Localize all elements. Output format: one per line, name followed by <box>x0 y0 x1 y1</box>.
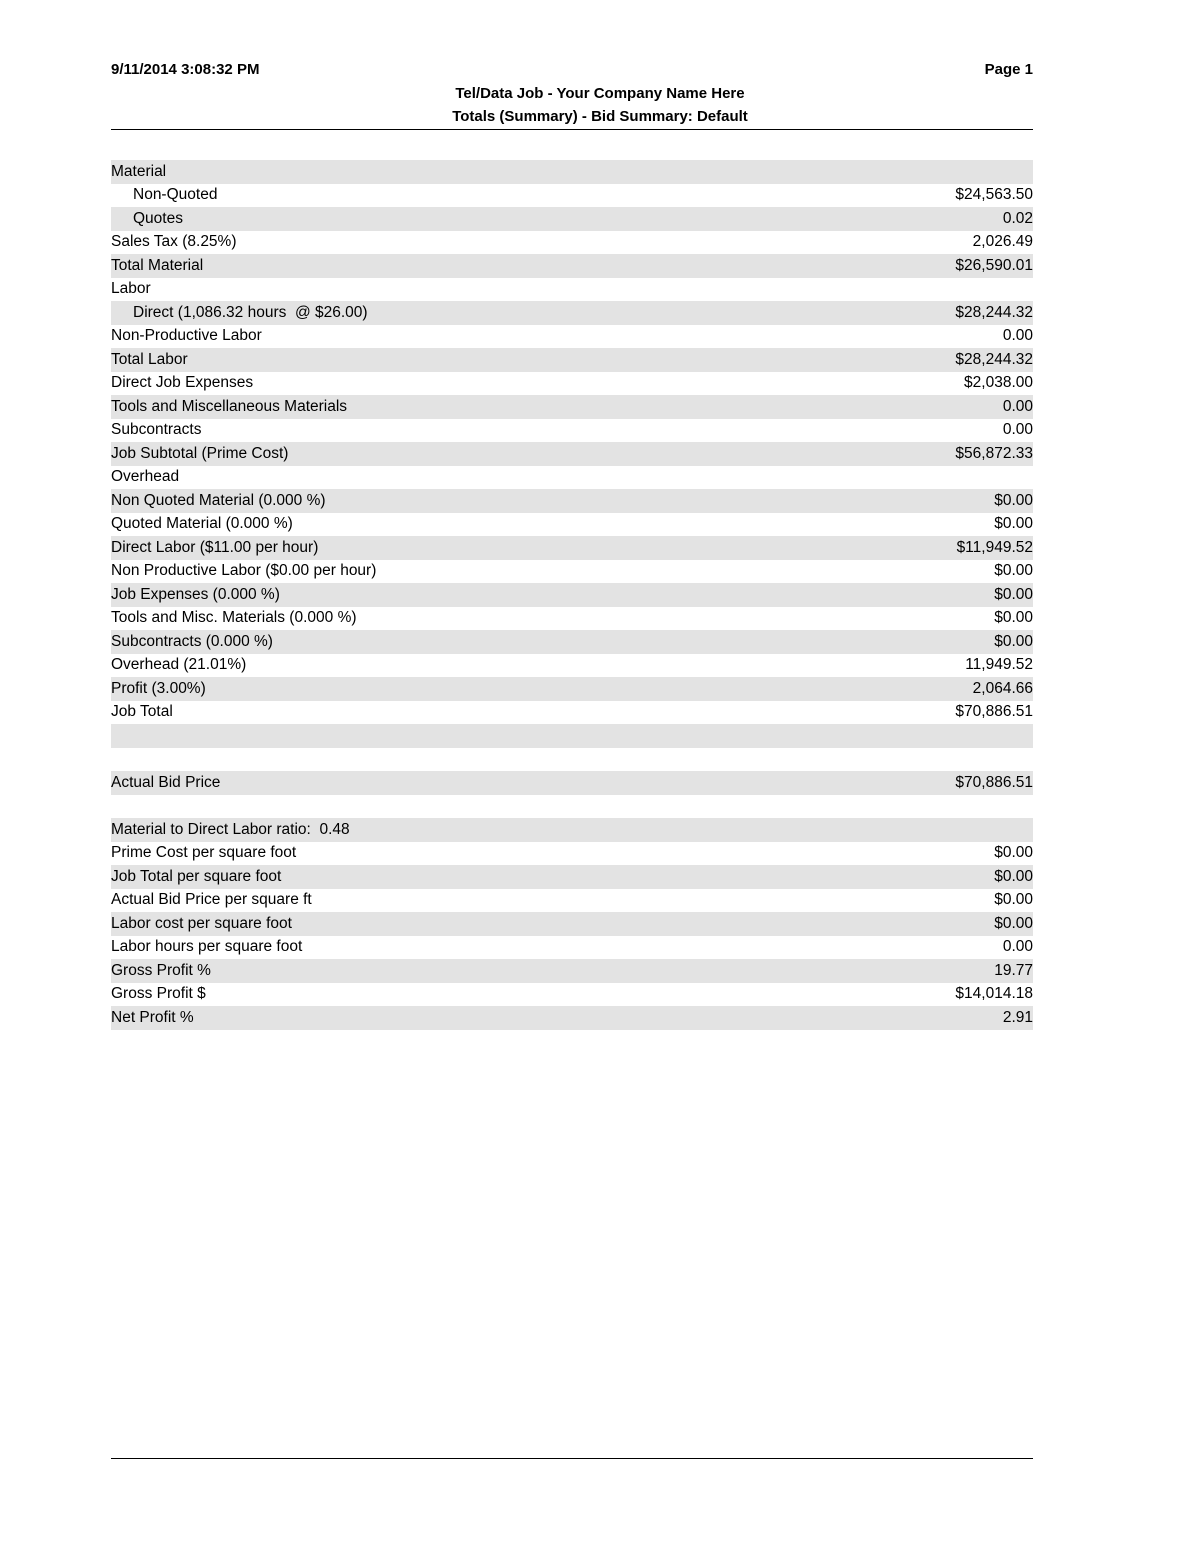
row-value: $0.00 <box>994 491 1033 509</box>
row-label: Total Material <box>111 256 204 274</box>
row-value: $11,949.52 <box>956 538 1033 556</box>
row-value: $70,886.51 <box>955 703 1033 721</box>
row-label: Actual Bid Price <box>111 773 221 791</box>
row-label: Subcontracts (0.000 %) <box>111 632 273 650</box>
row-value: $14,014.18 <box>955 985 1033 1003</box>
summary-row <box>111 301 1033 325</box>
summary-row <box>111 889 1033 913</box>
header-divider <box>111 129 1033 130</box>
summary-row <box>111 724 1033 748</box>
summary-row <box>111 748 1033 772</box>
row-label: Profit (3.00%) <box>111 679 206 697</box>
summary-row <box>111 983 1033 1007</box>
summary-row <box>111 489 1033 513</box>
summary-row <box>111 771 1033 795</box>
row-label: Non-Productive Labor <box>111 327 262 345</box>
row-label: Net Profit % <box>111 1008 194 1026</box>
row-label: Overhead (21.01%) <box>111 656 247 674</box>
row-label: Tools and Miscellaneous Materials <box>111 397 348 415</box>
row-label: Material <box>111 162 167 180</box>
row-value: 0.02 <box>1002 209 1033 227</box>
row-value: 2.91 <box>1002 1008 1033 1026</box>
row-value: 11,949.52 <box>965 656 1033 674</box>
row-label: Quotes <box>133 209 183 227</box>
row-value: 0.00 <box>1002 397 1033 415</box>
summary-row <box>111 184 1033 208</box>
summary-row <box>111 677 1033 701</box>
summary-row <box>111 513 1033 537</box>
summary-row <box>111 865 1033 889</box>
summary-row <box>111 325 1033 349</box>
summary-row <box>111 466 1033 490</box>
summary-row <box>111 842 1033 866</box>
row-label: Sales Tax (8.25%) <box>111 233 237 251</box>
summary-row <box>111 231 1033 255</box>
summary-row <box>111 348 1033 372</box>
footer-divider <box>111 1458 1033 1459</box>
row-value: 0.00 <box>1002 938 1033 956</box>
row-label: Direct (1,086.32 hours @ $26.00) <box>133 303 368 321</box>
row-value: $0.00 <box>994 867 1033 885</box>
report-page <box>111 0 1033 1553</box>
row-value: $0.00 <box>994 891 1033 909</box>
row-label: Gross Profit $ <box>111 985 206 1003</box>
row-label: Total Labor <box>111 350 188 368</box>
row-value: $2,038.00 <box>964 374 1033 392</box>
summary-row <box>111 1006 1033 1030</box>
page-number: Page 1 <box>984 61 1033 78</box>
row-value: $24,563.50 <box>955 186 1033 204</box>
summary-row <box>111 207 1033 231</box>
row-value: $56,872.33 <box>955 444 1033 462</box>
report-timestamp: 9/11/2014 3:08:32 PM <box>111 61 260 78</box>
row-label: Gross Profit % <box>111 961 211 979</box>
row-value: 19.77 <box>994 961 1033 979</box>
summary-row <box>111 607 1033 631</box>
row-label: Material to Direct Labor ratio: 0.48 <box>111 820 350 838</box>
row-value: $0.00 <box>994 844 1033 862</box>
summary-row <box>111 560 1033 584</box>
row-value: $70,886.51 <box>955 773 1033 791</box>
row-label: Tools and Misc. Materials (0.000 %) <box>111 609 357 627</box>
row-value: $0.00 <box>994 914 1033 932</box>
summary-row <box>111 419 1033 443</box>
row-label: Non-Quoted <box>133 186 218 204</box>
row-value: 0.00 <box>1002 421 1033 439</box>
row-label: Non Quoted Material (0.000 %) <box>111 491 326 509</box>
summary-row <box>111 630 1033 654</box>
summary-row <box>111 372 1033 396</box>
row-value: $0.00 <box>994 585 1033 603</box>
summary-row <box>111 442 1033 466</box>
row-value: $0.00 <box>994 515 1033 533</box>
row-value: $0.00 <box>994 562 1033 580</box>
row-value: 2,026.49 <box>972 233 1033 251</box>
summary-row <box>111 395 1033 419</box>
report-title: Tel/Data Job - Your Company Name Here <box>455 85 745 102</box>
summary-row <box>111 278 1033 302</box>
summary-row <box>111 254 1033 278</box>
row-label: Job Expenses (0.000 %) <box>111 585 280 603</box>
summary-row <box>111 795 1033 819</box>
row-label: Overhead <box>111 468 180 486</box>
row-value: $0.00 <box>994 609 1033 627</box>
summary-row <box>111 936 1033 960</box>
row-label: Labor cost per square foot <box>111 914 292 932</box>
row-label: Direct Labor ($11.00 per hour) <box>111 538 319 556</box>
report-subtitle: Totals (Summary) - Bid Summary: Default <box>452 108 748 125</box>
row-label: Non Productive Labor ($0.00 per hour) <box>111 562 377 580</box>
row-label: Job Subtotal (Prime Cost) <box>111 444 289 462</box>
summary-row <box>111 912 1033 936</box>
row-label: Job Total <box>111 703 173 721</box>
summary-row <box>111 818 1033 842</box>
row-label: Quoted Material (0.000 %) <box>111 515 293 533</box>
summary-row <box>111 160 1033 184</box>
row-label: Labor <box>111 280 151 298</box>
row-label: Job Total per square foot <box>111 867 282 885</box>
summary-row <box>111 654 1033 678</box>
row-label: Labor hours per square foot <box>111 938 303 956</box>
row-label: Prime Cost per square foot <box>111 844 297 862</box>
summary-row <box>111 583 1033 607</box>
summary-row <box>111 701 1033 725</box>
row-label: Direct Job Expenses <box>111 374 254 392</box>
row-value: $26,590.01 <box>955 256 1033 274</box>
row-value: $0.00 <box>994 632 1033 650</box>
row-value: $28,244.32 <box>955 303 1033 321</box>
row-label: Subcontracts <box>111 421 202 439</box>
summary-row <box>111 959 1033 983</box>
row-value: $28,244.32 <box>955 350 1033 368</box>
row-value: 0.00 <box>1002 327 1033 345</box>
row-value: 2,064.66 <box>972 679 1033 697</box>
row-label: Actual Bid Price per square ft <box>111 891 312 909</box>
summary-row <box>111 536 1033 560</box>
